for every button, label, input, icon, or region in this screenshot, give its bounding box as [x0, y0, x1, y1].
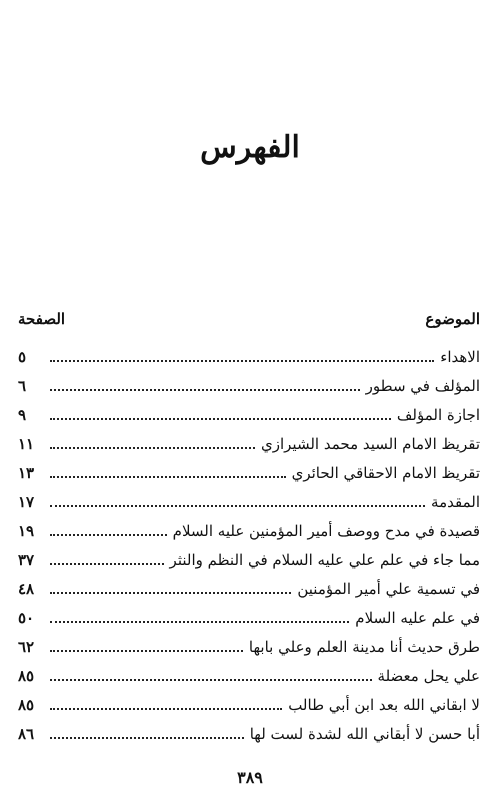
toc-entry-title: مما جاء في علم علي عليه السلام في النظم والنثر — [169, 550, 480, 569]
toc-entry-page: ٥ — [18, 347, 27, 366]
toc-entry-page: ٨٦ — [18, 724, 35, 743]
leader-dots — [50, 360, 434, 362]
toc-entry-title: علي يحل معضلة — [377, 666, 480, 685]
toc-entry — [18, 690, 480, 719]
toc-entry — [18, 342, 480, 371]
toc-entry-title: أبا حسن لا أبقاني الله لشدة لست لها — [249, 724, 480, 743]
toc-entry-page: ٦ — [18, 376, 27, 395]
toc-entry-page: ٣٧ — [18, 550, 35, 569]
toc-entry — [18, 603, 480, 632]
toc-entry-title: المؤلف في سطور — [365, 376, 480, 395]
toc-entry — [18, 429, 480, 458]
leader-dots — [50, 447, 255, 449]
toc-entry-title: لا ابقاني الله بعد ابن أبي طالب — [288, 695, 480, 714]
toc-entry-title: تقريظ الامام الاحقاقي الحائري — [291, 463, 480, 482]
toc-list — [18, 342, 480, 748]
toc-entry-title: تقريظ الامام السيد محمد الشيرازي — [261, 434, 480, 453]
toc-entry-title: اجازة المؤلف — [396, 405, 480, 424]
leader-dots — [50, 708, 282, 710]
leader-dots — [50, 534, 167, 536]
toc-entry — [18, 661, 480, 690]
leader-dots — [50, 563, 164, 565]
page-title: الفهرس — [200, 130, 300, 165]
toc-entry — [18, 458, 480, 487]
toc-entry — [18, 487, 480, 516]
toc-entry — [18, 545, 480, 574]
toc-entry-page: ١١ — [18, 434, 35, 453]
toc-entry-title: في تسمية علي أمير المؤمنين — [297, 579, 480, 598]
toc-entry-title: الاهداء — [440, 347, 480, 366]
topic-column-header: الموضوع — [425, 310, 480, 328]
leader-dots — [50, 621, 349, 623]
toc-header — [18, 310, 480, 332]
toc-entry-page: ٨٥ — [18, 666, 35, 685]
toc-entry-title: في علم عليه السلام — [355, 608, 480, 627]
toc-entry-title: المقدمة — [431, 492, 480, 511]
toc-entry — [18, 719, 480, 748]
toc-entry — [18, 371, 480, 400]
toc-entry-page: ١٣ — [18, 463, 35, 482]
leader-dots — [50, 418, 391, 420]
toc-entry-title: طرق حديث أنا مدينة العلم وعلي بابها — [248, 637, 480, 656]
toc-entry-page: ٨٥ — [18, 695, 35, 714]
leader-dots — [50, 737, 244, 739]
toc-entry-page: ٦٢ — [18, 637, 35, 656]
toc-entry-page: ٥٠ — [18, 608, 35, 627]
toc-entry — [18, 516, 480, 545]
toc-entry-title: قصيدة في مدح ووصف أمير المؤمنين عليه السلام — [172, 521, 480, 540]
toc-entry — [18, 400, 480, 429]
toc-entry — [18, 574, 480, 603]
toc-entry-page: ١٩ — [18, 521, 35, 540]
page-column-header: الصفحة — [18, 310, 66, 328]
leader-dots — [50, 592, 291, 594]
toc-entry-page: ١٧ — [18, 492, 35, 511]
page-number: ٣٨٩ — [237, 768, 263, 787]
leader-dots — [50, 476, 286, 478]
leader-dots — [50, 650, 243, 652]
leader-dots — [50, 389, 360, 391]
leader-dots — [50, 679, 372, 681]
toc-entry-page: ٩ — [18, 405, 27, 424]
toc-entry — [18, 632, 480, 661]
leader-dots — [50, 505, 425, 507]
toc-entry-page: ٤٨ — [18, 579, 35, 598]
